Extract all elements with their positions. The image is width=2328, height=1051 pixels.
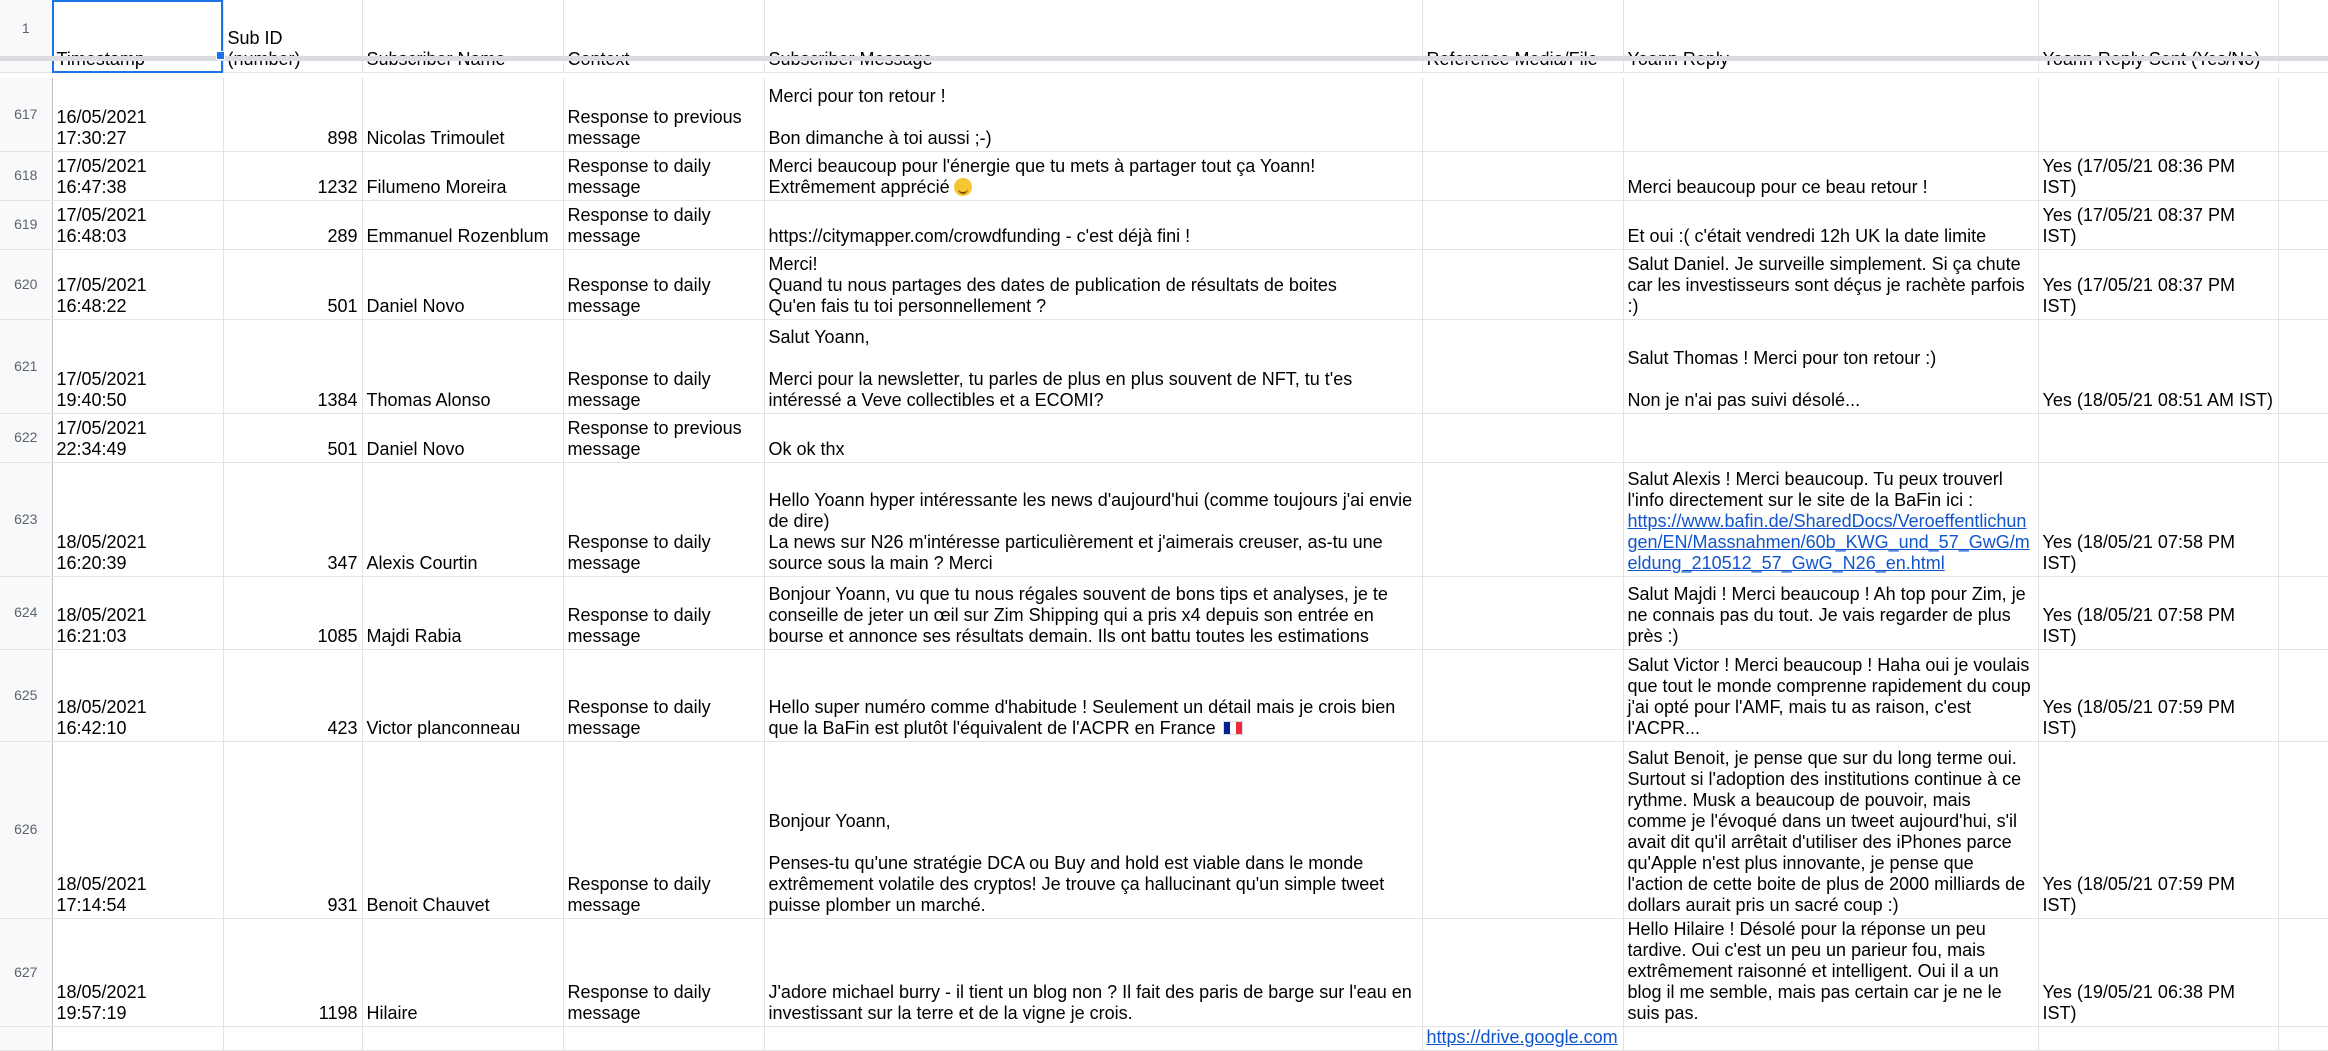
cell-timestamp[interactable] xyxy=(52,576,223,649)
cell-context-text: Response to daily message xyxy=(567,873,716,915)
cell-context[interactable] xyxy=(563,462,764,576)
cell-empty[interactable] xyxy=(2278,1026,2328,1050)
row-number-text: 626 xyxy=(14,821,38,837)
cell-reference-media[interactable] xyxy=(1422,151,1623,200)
table-row xyxy=(0,249,2328,319)
cell-reply-sent-text: Yes (17/05/21 08:37 PM IST) xyxy=(2042,204,2240,246)
cell-reply-sent[interactable] xyxy=(2038,741,2278,918)
header-context[interactable] xyxy=(563,0,764,73)
cell-yoann-reply[interactable] xyxy=(1623,200,2038,249)
cell-sub-id[interactable] xyxy=(223,319,362,413)
cell-context[interactable] xyxy=(563,741,764,918)
cell-reply-sent[interactable] xyxy=(2038,649,2278,741)
cell-timestamp[interactable] xyxy=(52,741,223,918)
cell-subscriber-message-text: Hello super numéro comme d'habitude ! Seulement un détail mais je crois bien que la BaFin est plutôt l'équivalent de l'ACPR en France xyxy=(768,696,1401,738)
cell-subscriber-name[interactable] xyxy=(362,741,563,918)
cell-reference-media[interactable] xyxy=(1422,576,1623,649)
cell-subscriber-name-text: Nicolas Trimoulet xyxy=(366,127,505,148)
cell-yoann-reply[interactable] xyxy=(1623,918,2038,1026)
cell-reference-media[interactable] xyxy=(1422,649,1623,741)
row-number[interactable] xyxy=(0,151,52,200)
france-flag-icon xyxy=(1223,721,1243,735)
cell-empty[interactable] xyxy=(1623,1026,2038,1050)
cell-yoann-reply[interactable] xyxy=(1623,413,2038,462)
cell-yoann-reply-text: Salut Majdi ! Merci beaucoup ! Ah top pour Zim, je ne connais pas du tout. Je vais regarder de plus près :) xyxy=(1627,583,2031,646)
cell-sub-id[interactable] xyxy=(223,200,362,249)
row-number[interactable] xyxy=(0,1026,52,1050)
cell-timestamp-text: 18/05/2021 17:14:54 xyxy=(56,873,152,915)
cell-empty[interactable] xyxy=(2278,151,2328,200)
cell-reply-sent[interactable] xyxy=(2038,413,2278,462)
header-empty-cell[interactable] xyxy=(2278,0,2328,73)
table-row xyxy=(0,918,2328,1026)
cell-timestamp[interactable] xyxy=(52,319,223,413)
cell-reply-sent[interactable] xyxy=(2038,576,2278,649)
cell-timestamp-text: 17/05/2021 16:47:38 xyxy=(56,155,152,197)
cell-subscriber-message[interactable] xyxy=(764,918,1422,1026)
cell-timestamp-text: 18/05/2021 16:42:10 xyxy=(56,696,152,738)
table-row xyxy=(0,200,2328,249)
cell-reply-sent[interactable] xyxy=(2038,249,2278,319)
header-subscriber-message[interactable] xyxy=(764,0,1422,73)
cell-subscriber-name-text: Emmanuel Rozenblum xyxy=(366,225,549,246)
cell-sub-id-text: 501 xyxy=(327,295,358,316)
cell-reference-media[interactable] xyxy=(1422,200,1623,249)
cell-subscriber-name-text: Hilaire xyxy=(366,1002,418,1023)
row-number-text: 622 xyxy=(14,429,38,445)
row-number[interactable] xyxy=(0,413,52,462)
cell-reference-media[interactable] xyxy=(1422,1026,1623,1050)
cell-empty[interactable] xyxy=(2278,462,2328,576)
cell-timestamp-text: 18/05/2021 16:21:03 xyxy=(56,604,152,646)
cell-context[interactable] xyxy=(563,576,764,649)
cell-yoann-reply-text: Salut Alexis ! Merci beaucoup. Tu peux trouverl l'info directement sur le site de la BaFin ici : xyxy=(1627,468,2008,510)
cell-subscriber-message[interactable] xyxy=(764,649,1422,741)
cell-reference-media[interactable] xyxy=(1422,249,1623,319)
cell-timestamp-text: 17/05/2021 22:34:49 xyxy=(56,417,152,459)
cell-empty[interactable] xyxy=(2278,576,2328,649)
cell-subscriber-name[interactable] xyxy=(362,249,563,319)
table-row xyxy=(0,151,2328,200)
header-reference-media[interactable] xyxy=(1422,0,1623,73)
header-subscriber-name[interactable] xyxy=(362,0,563,73)
cell-subscriber-message-text: Merci beaucoup pour l'énergie que tu mets à partager tout ça Yoann! Extrêmement apprécié xyxy=(768,155,1316,197)
cell-context-text: Response to daily message xyxy=(567,204,716,246)
cell-context-text: Response to daily message xyxy=(567,696,716,738)
cell-reply-sent-text: Yes (18/05/21 07:58 PM IST) xyxy=(2042,531,2240,573)
cell-subscriber-message[interactable] xyxy=(764,200,1422,249)
cell-empty[interactable] xyxy=(2278,249,2328,319)
table-row xyxy=(0,462,2328,576)
cell-timestamp[interactable] xyxy=(52,462,223,576)
cell-subscriber-name[interactable] xyxy=(362,200,563,249)
cell-subscriber-message-text: Hello Yoann hyper intéressante les news d'aujourd'hui (comme toujours j'ai envie de dire) La news sur N26 m'intéresse particulièrement et j'aimerais creuser, as-tu une source sous la main ? Merci xyxy=(768,489,1413,573)
cell-reply-sent[interactable] xyxy=(2038,462,2278,576)
cell-subscriber-name-text: Daniel Novo xyxy=(366,295,465,316)
frozen-row-divider[interactable] xyxy=(0,56,2328,61)
cell-yoann-reply-text: Hello Hilaire ! Désolé pour la réponse un peu tardive. Oui c'est un peu un parieur fou, mais extrêmement raisonné et intelligent. Oui il a un blog il me semble, mais pas certain car je ne le suis pas. xyxy=(1627,918,2007,1023)
header-timestamp[interactable] xyxy=(52,0,223,73)
cell-context-text: Response to daily message xyxy=(567,981,716,1023)
cell-context-text: Response to daily message xyxy=(567,274,716,316)
cell-context[interactable] xyxy=(563,151,764,200)
cell-sub-id-text: 423 xyxy=(327,717,358,738)
cell-context-text: Response to previous message xyxy=(567,106,747,148)
cell-yoann-reply-text: Et oui :( c'était vendredi 12h UK la date limite xyxy=(1627,225,1987,246)
cell-sub-id[interactable] xyxy=(223,78,362,151)
header-yoann-reply[interactable] xyxy=(1623,0,2038,73)
cell-subscriber-message-text: https://citymapper.com/crowdfunding - c'est déjà fini ! xyxy=(768,225,1191,246)
cell-reference-media[interactable] xyxy=(1422,413,1623,462)
cell-reply-sent-text: Yes (18/05/21 08:51 AM IST) xyxy=(2042,389,2273,410)
row-number[interactable] xyxy=(0,462,52,576)
cell-yoann-reply-text: Merci beaucoup pour ce beau retour ! xyxy=(1627,176,1928,197)
cell-reply-sent-text: Yes (18/05/21 07:58 PM IST) xyxy=(2042,604,2240,646)
cell-reply-sent-text: Yes (18/05/21 07:59 PM IST) xyxy=(2042,696,2240,738)
header-reply-sent[interactable] xyxy=(2038,0,2278,73)
cell-yoann-reply-text: Salut Thomas ! Merci pour ton retour :) Non je n'ai pas suivi désolé... xyxy=(1627,347,1937,410)
cell-subscriber-name-text: Benoit Chauvet xyxy=(366,894,490,915)
drive-link[interactable]: https://drive.google.com xyxy=(1426,1026,1618,1047)
cell-empty[interactable] xyxy=(52,1026,223,1050)
cell-empty[interactable] xyxy=(563,1026,764,1050)
cell-sub-id-text: 501 xyxy=(327,438,358,459)
cell-timestamp[interactable] xyxy=(52,649,223,741)
cell-empty[interactable] xyxy=(2278,649,2328,741)
cell-empty[interactable] xyxy=(2278,200,2328,249)
cell-subscriber-message[interactable] xyxy=(764,741,1422,918)
cell-yoann-reply-text: Salut Victor ! Merci beaucoup ! Haha oui je voulais que tout le monde comprenne rapidement du coup j'ai opté pour l'AMF, mais tu as raison, c'est l'ACPR... xyxy=(1627,654,2036,738)
row-number-text: 618 xyxy=(14,167,38,183)
cell-reference-media[interactable] xyxy=(1422,918,1623,1026)
cell-sub-id-text: 289 xyxy=(327,225,358,246)
cell-subscriber-message-text: Merci pour ton retour ! Bon dimanche à toi aussi ;-) xyxy=(768,85,992,148)
cell-context-text: Response to previous message xyxy=(567,417,747,459)
cell-subscriber-message-text: Salut Yoann, Merci pour la newsletter, tu parles de plus en plus souvent de NFT, tu t'es intéressé a Veve collectibles et a ECOMI? xyxy=(768,326,1353,410)
header-sub-id[interactable]: Sub ID xyxy=(223,0,362,73)
bafin-link[interactable]: https://www.bafin.de/SharedDocs/Veroeffentlichungen/EN/Massnahmen/60b_KWG_und_57_GwG/meldung_210512_57_GwG_N26_en.html xyxy=(1627,510,2030,573)
cell-yoann-reply[interactable] xyxy=(1623,462,2038,576)
row-number[interactable] xyxy=(0,918,52,1026)
cell-subscriber-name[interactable] xyxy=(362,649,563,741)
cell-reply-sent[interactable] xyxy=(2038,78,2278,151)
cell-empty[interactable] xyxy=(2278,413,2328,462)
cell-timestamp[interactable] xyxy=(52,413,223,462)
cell-sub-id-text: 1384 xyxy=(317,389,358,410)
cell-subscriber-name[interactable] xyxy=(362,78,563,151)
cell-yoann-reply[interactable] xyxy=(1623,576,2038,649)
row-number[interactable] xyxy=(0,78,52,151)
cell-yoann-reply[interactable] xyxy=(1623,319,2038,413)
cell-reference-media[interactable] xyxy=(1422,319,1623,413)
cell-subscriber-name[interactable] xyxy=(362,319,563,413)
cell-empty[interactable] xyxy=(2038,1026,2278,1050)
cell-timestamp-text: 16/05/2021 17:30:27 xyxy=(56,106,152,148)
row-number[interactable] xyxy=(0,200,52,249)
row-header-1[interactable]: 1 xyxy=(0,0,52,73)
cell-empty[interactable] xyxy=(2278,741,2328,918)
cell-context[interactable] xyxy=(563,413,764,462)
cell-subscriber-message[interactable] xyxy=(764,319,1422,413)
cell-timestamp[interactable] xyxy=(52,151,223,200)
cell-subscriber-name-text: Filumeno Moreira xyxy=(366,176,507,197)
cell-subscriber-name-text: Alexis Courtin xyxy=(366,552,478,573)
row-number[interactable] xyxy=(0,649,52,741)
cell-reference-media[interactable] xyxy=(1422,78,1623,151)
cell-sub-id-text: 931 xyxy=(327,894,358,915)
row-number-text: 627 xyxy=(14,963,38,980)
cell-reply-sent[interactable] xyxy=(2038,151,2278,200)
cell-sub-id-text: 347 xyxy=(327,552,358,573)
table-row xyxy=(0,319,2328,413)
cell-sub-id[interactable] xyxy=(223,413,362,462)
cell-reply-sent-text: Yes (19/05/21 06:38 PM IST) xyxy=(2042,981,2240,1023)
row-number-text: 621 xyxy=(14,357,38,374)
cell-subscriber-message-text: J'adore michael burry - il tient un blog non ? Il fait des paris de barge sur l'eau en investissant sur la terre et de la vigne je crois. xyxy=(768,981,1417,1023)
cell-reply-sent[interactable] xyxy=(2038,918,2278,1026)
table-row xyxy=(0,741,2328,918)
selection-fill-handle[interactable] xyxy=(216,51,225,60)
cell-empty[interactable] xyxy=(2278,78,2328,151)
cell-subscriber-message[interactable] xyxy=(764,462,1422,576)
cell-yoann-reply-text: Salut Benoit, je pense que sur du long terme oui. Surtout si l'adoption des institutions continue à ce rythme. Musk a beaucoup de pouvoir, mais comme je l'évoqué dans un tweet aujourd'hui, s'il avait dit qu'il arrêtait d'utiliser des iPhones parce qu'Apple n'est plus innovante, je pense que l'action de cette boite de plus de 2000 milliards de dollars aurait pris un sacré coup :) xyxy=(1627,747,2031,915)
row-number-text: 624 xyxy=(14,604,38,620)
table-row-partial xyxy=(0,1026,2328,1050)
cell-reference-media[interactable] xyxy=(1422,462,1623,576)
cell-context[interactable] xyxy=(563,918,764,1026)
cell-subscriber-message[interactable] xyxy=(764,576,1422,649)
cell-empty[interactable] xyxy=(2278,319,2328,413)
row-number[interactable] xyxy=(0,319,52,413)
cell-empty[interactable] xyxy=(2278,918,2328,1026)
row-number-text: 623 xyxy=(14,510,38,527)
cell-timestamp-text: 18/05/2021 16:20:39 xyxy=(56,531,152,573)
table-row xyxy=(0,576,2328,649)
cell-subscriber-message[interactable] xyxy=(764,413,1422,462)
cell-reply-sent-text: Yes (17/05/21 08:36 PM IST) xyxy=(2042,155,2240,197)
cell-context-text: Response to daily message xyxy=(567,155,716,197)
row-number-text: 617 xyxy=(14,105,38,122)
cell-timestamp[interactable] xyxy=(52,918,223,1026)
cell-yoann-reply[interactable] xyxy=(1623,249,2038,319)
cell-context[interactable] xyxy=(563,249,764,319)
cell-subscriber-name[interactable] xyxy=(362,151,563,200)
table-row xyxy=(0,413,2328,462)
cell-sub-id[interactable] xyxy=(223,462,362,576)
cell-sub-id-text: 1198 xyxy=(318,1002,358,1023)
cell-sub-id-text: 1085 xyxy=(317,625,358,646)
cell-reply-sent-text: Yes (17/05/21 08:37 PM IST) xyxy=(2042,274,2240,316)
cell-subscriber-name-text: Majdi Rabia xyxy=(366,625,462,646)
row-number-text: 625 xyxy=(14,686,38,703)
cell-timestamp[interactable] xyxy=(52,78,223,151)
cell-context[interactable] xyxy=(563,649,764,741)
cell-yoann-reply[interactable] xyxy=(1623,649,2038,741)
cell-subscriber-name[interactable] xyxy=(362,462,563,576)
cell-timestamp-text: 17/05/2021 16:48:22 xyxy=(56,274,152,316)
header-row xyxy=(0,0,2328,73)
cell-timestamp[interactable] xyxy=(52,200,223,249)
cell-sub-id[interactable] xyxy=(223,151,362,200)
cell-sub-id[interactable] xyxy=(223,649,362,741)
smiling-face-icon xyxy=(954,178,972,196)
cell-empty[interactable] xyxy=(764,1026,1422,1050)
cell-context-text: Response to daily message xyxy=(567,368,716,410)
cell-subscriber-name-text: Thomas Alonso xyxy=(366,389,491,410)
cell-yoann-reply[interactable] xyxy=(1623,151,2038,200)
cell-empty[interactable] xyxy=(362,1026,563,1050)
cell-subscriber-message-text: Bonjour Yoann, vu que tu nous régales souvent de bons tips et analyses, je te conseille de jeter un œil sur Zim Shipping qui a pris x4 depuis son entrée en bourse et annonce ses résultats demain. Ils ont battu toutes les estimations xyxy=(768,583,1393,646)
cell-subscriber-name[interactable] xyxy=(362,413,563,462)
cell-reply-sent[interactable] xyxy=(2038,319,2278,413)
cell-subscriber-message[interactable] xyxy=(764,249,1422,319)
cell-sub-id[interactable] xyxy=(223,249,362,319)
table-row xyxy=(0,649,2328,741)
cell-subscriber-message-text: Ok ok thx xyxy=(768,438,845,459)
cell-sub-id-text: 1232 xyxy=(317,176,358,197)
row-number-text: 620 xyxy=(14,275,38,292)
cell-context[interactable] xyxy=(563,78,764,151)
cell-timestamp-text: 17/05/2021 19:40:50 xyxy=(56,368,152,410)
cell-context[interactable] xyxy=(563,200,764,249)
cell-empty[interactable] xyxy=(223,1026,362,1050)
cell-context[interactable] xyxy=(563,319,764,413)
cell-reply-sent-text: Yes (18/05/21 07:59 PM IST) xyxy=(2042,873,2240,915)
table-row xyxy=(0,78,2328,151)
row-number[interactable] xyxy=(0,249,52,319)
row-number[interactable] xyxy=(0,576,52,649)
cell-subscriber-name-text: Victor planconneau xyxy=(366,717,521,738)
cell-reference-media[interactable] xyxy=(1422,741,1623,918)
cell-sub-id[interactable] xyxy=(223,576,362,649)
cell-sub-id-text: 898 xyxy=(327,127,358,148)
cell-subscriber-name[interactable] xyxy=(362,576,563,649)
cell-context-text: Response to daily message xyxy=(567,531,716,573)
cell-sub-id[interactable] xyxy=(223,741,362,918)
cell-subscriber-message-text: Merci! Quand tu nous partages des dates de publication de résultats de boites Qu'en fais tu toi personnellement ? xyxy=(768,253,1337,316)
cell-timestamp-text: 18/05/2021 19:57:19 xyxy=(56,981,152,1023)
cell-subscriber-name[interactable] xyxy=(362,918,563,1026)
cell-timestamp[interactable] xyxy=(52,249,223,319)
cell-context-text: Response to daily message xyxy=(567,604,716,646)
cell-subscriber-message[interactable] xyxy=(764,151,1422,200)
cell-timestamp-text: 17/05/2021 16:48:03 xyxy=(56,204,152,246)
cell-reply-sent[interactable] xyxy=(2038,200,2278,249)
cell-subscriber-message[interactable] xyxy=(764,78,1422,151)
row-number[interactable] xyxy=(0,741,52,918)
cell-yoann-reply[interactable] xyxy=(1623,741,2038,918)
cell-subscriber-message-text: Bonjour Yoann, Penses-tu qu'une stratégie DCA ou Buy and hold est viable dans le monde extrêmement volatile des cryptos! Je trouve ça hallucinant qu'un simple tweet puisse plomber un marché. xyxy=(768,810,1385,915)
cell-yoann-reply[interactable] xyxy=(1623,78,2038,151)
cell-yoann-reply-text: Salut Daniel. Je surveille simplement. Si ça chute car les investisseurs sont déçus je rachète parfois :) xyxy=(1627,253,2030,316)
cell-sub-id[interactable] xyxy=(223,918,362,1026)
row-number-text: 619 xyxy=(14,216,38,232)
cell-subscriber-name-text: Daniel Novo xyxy=(366,438,465,459)
